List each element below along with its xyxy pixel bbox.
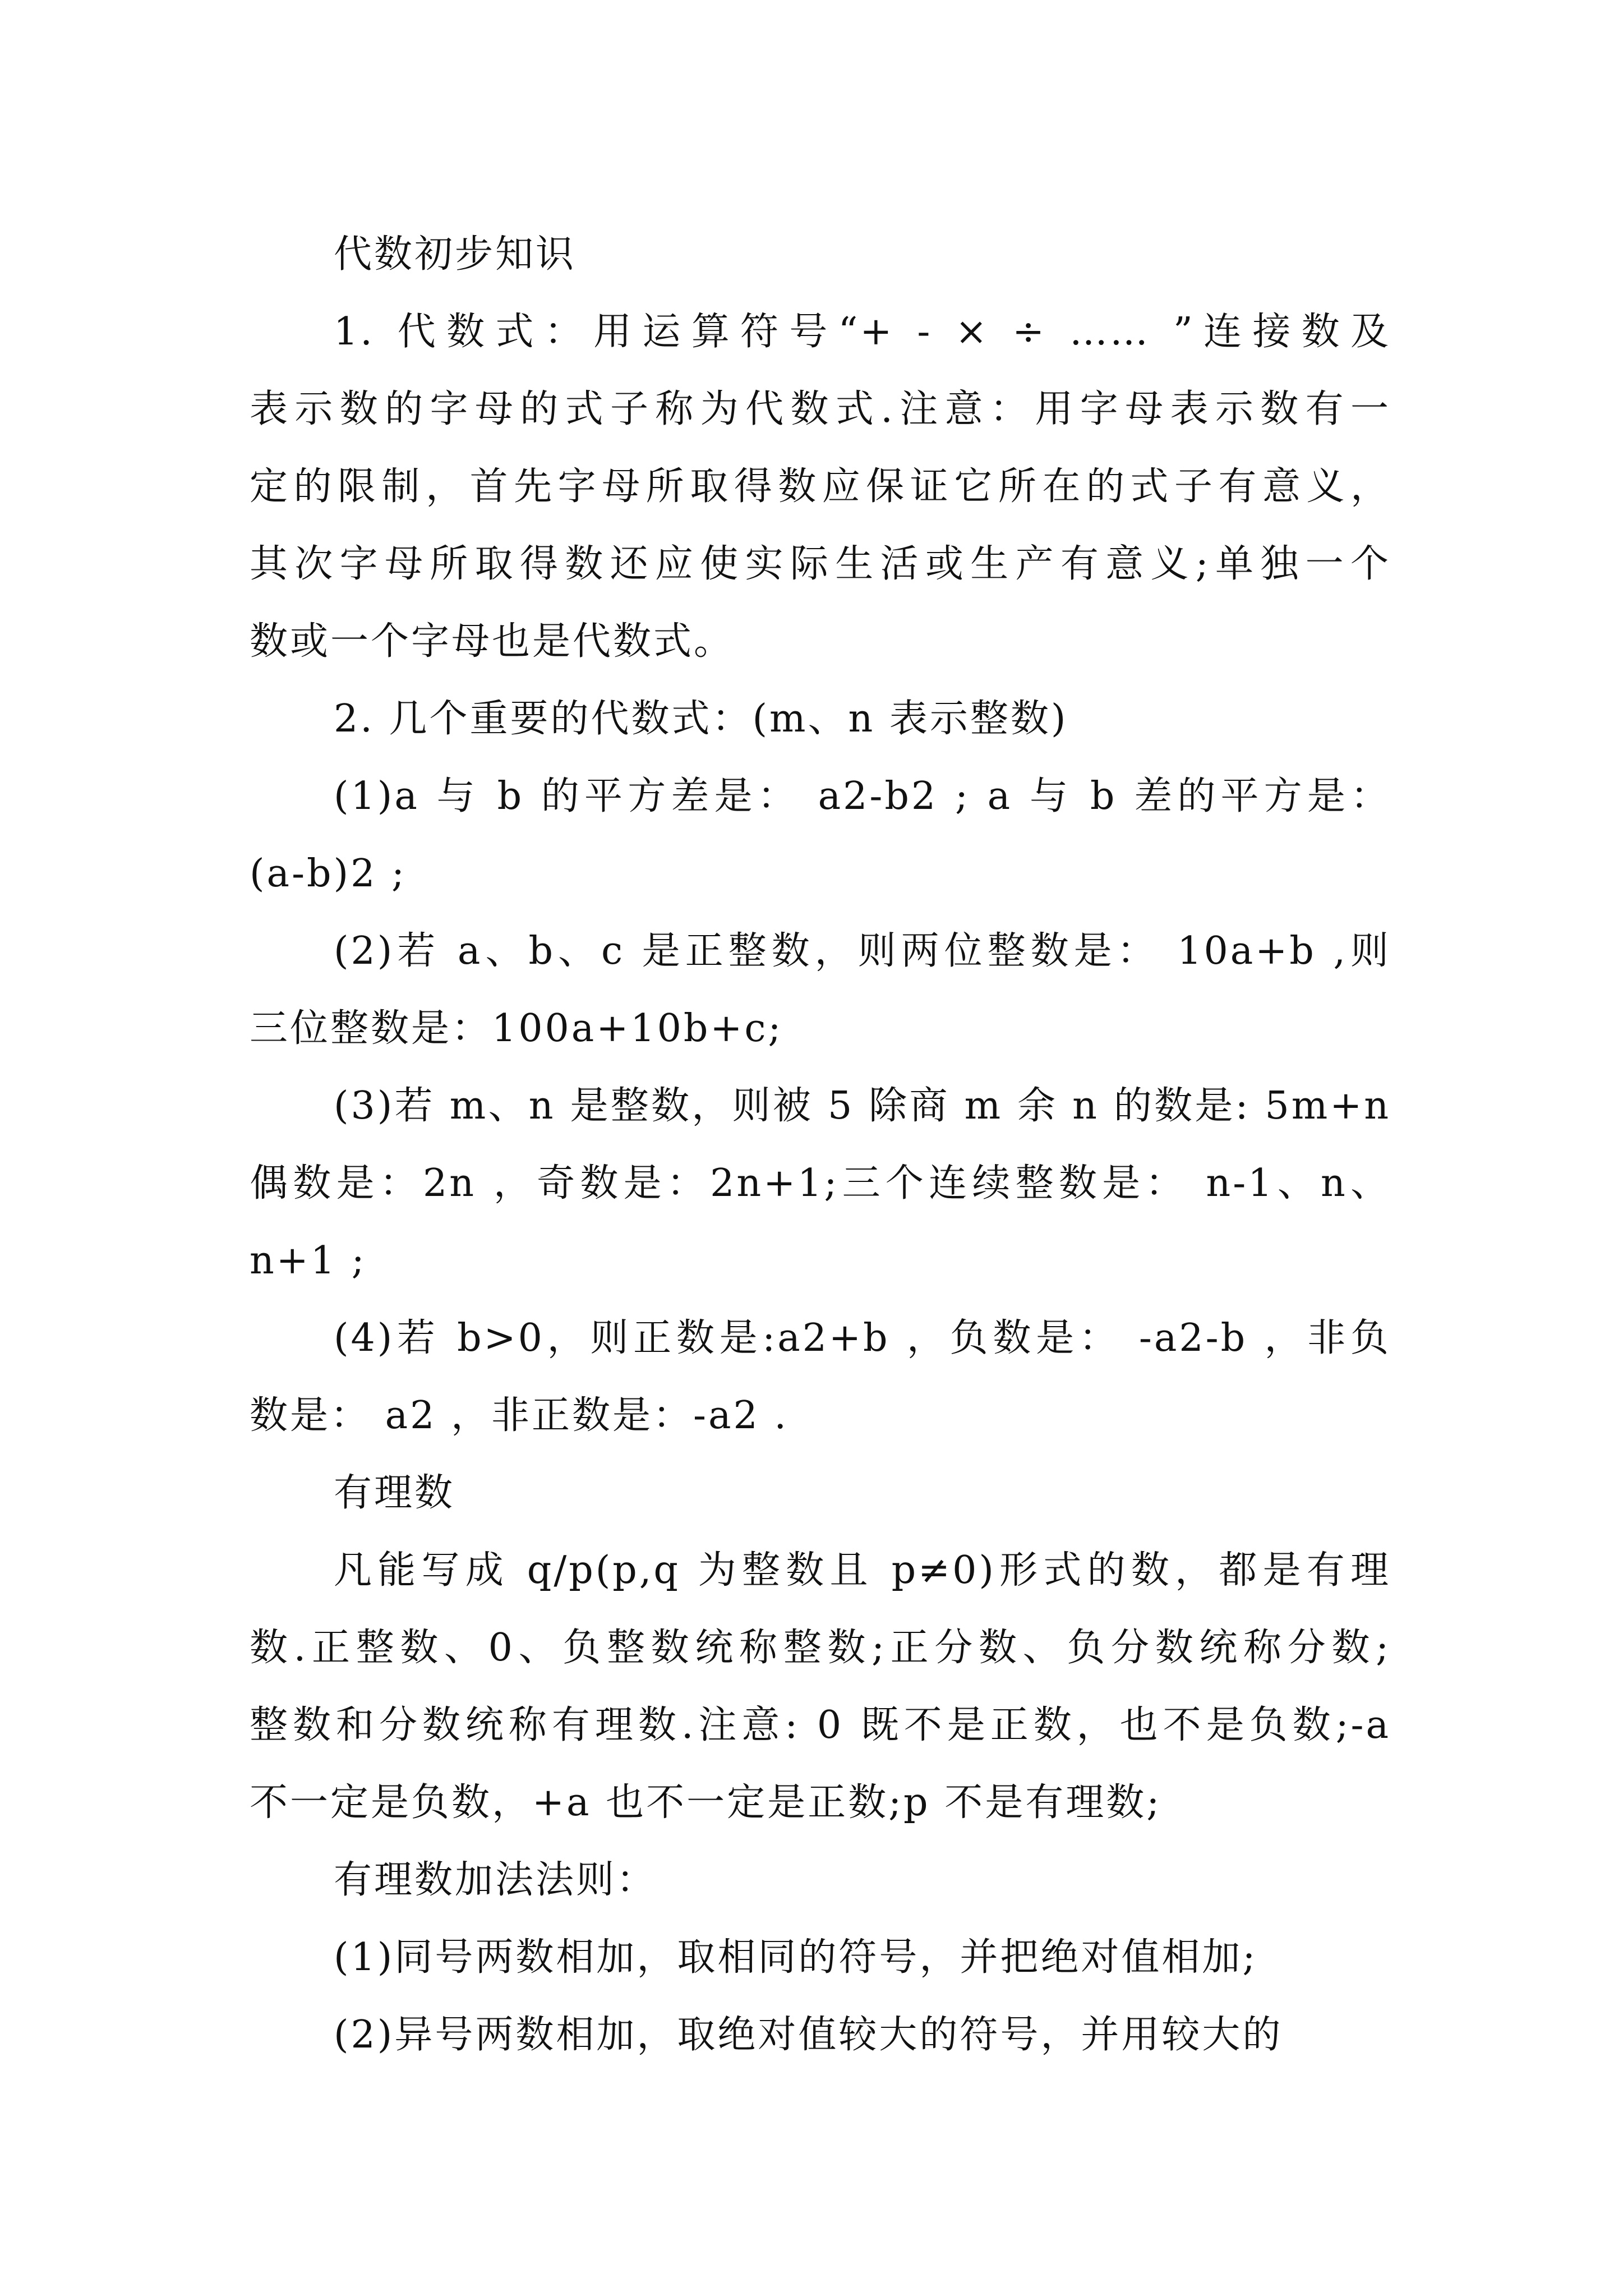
- paragraph-line: 定的限制，首先字母所取得数应保证它所在的式子有意义，: [250, 464, 1391, 509]
- paragraph-line: (1)同号两数相加，取相同的符号，并把绝对值相加;: [334, 1935, 1258, 1980]
- paragraph-line: 偶数是：2n ，奇数是：2n+1;三个连续整数是： n-1、n、: [250, 1161, 1391, 1205]
- section-heading-rational-numbers: 有理数: [334, 1471, 455, 1515]
- paragraph-line: n+1 ;: [250, 1239, 367, 1283]
- section-heading-algebra: 代数初步知识: [334, 232, 577, 277]
- document-page: [250, 216, 1391, 2074]
- paragraph-line: (1)a 与 b 的平方差是： a2-b2 ; a 与 b 差的平方是：: [334, 774, 1391, 818]
- paragraph-line: (3)若 m、n 是整数，则被 5 除商 m 余 n 的数是: 5m+n: [334, 1084, 1391, 1128]
- paragraph-line: 表示数的字母的式子称为代数式.注意：用字母表示数有一: [250, 387, 1391, 431]
- paragraph-line: (4)若 b>0，则正数是:a2+b ，负数是： -a2-b ，非负: [334, 1316, 1391, 1360]
- paragraph-line: 整数和分数统称有理数.注意: 0 既不是正数，也不是负数;-a: [250, 1703, 1391, 1747]
- paragraph-line: 数或一个字母也是代数式。: [250, 619, 735, 664]
- paragraph-line: 凡能写成 q/p(p,q 为整数且 p≠0)形式的数，都是有理: [334, 1548, 1391, 1593]
- paragraph-line: (2)异号两数相加，取绝对值较大的符号，并用较大的: [334, 2013, 1283, 2057]
- paragraph-line: 数是： a2 ，非正数是：-a2 .: [250, 1393, 789, 1438]
- paragraph-line: 其次字母所取得数还应使实际生活或生产有意义;单独一个: [250, 542, 1391, 586]
- section-heading-addition-rule: 有理数加法法则：: [334, 1858, 657, 1902]
- paragraph-line: 数.正整数、0、负整数统称整数;正分数、负分数统称分数;: [250, 1626, 1391, 1670]
- paragraph-line: 三位整数是：100a+10b+c;: [250, 1006, 783, 1051]
- paragraph-line: 1. 代数式：用运算符号“+ - × ÷ …… ”连接数及: [334, 310, 1391, 354]
- paragraph-line: (2)若 a、b、c 是正整数，则两位整数是： 10a+b ,则: [334, 929, 1391, 973]
- paragraph-line: (a-b)2 ;: [250, 852, 407, 896]
- paragraph-line: 2. 几个重要的代数式：(m、n 表示整数): [334, 697, 1068, 741]
- paragraph-line: 不一定是负数，+a 也不一定是正数;p 不是有理数;: [250, 1780, 1162, 1825]
